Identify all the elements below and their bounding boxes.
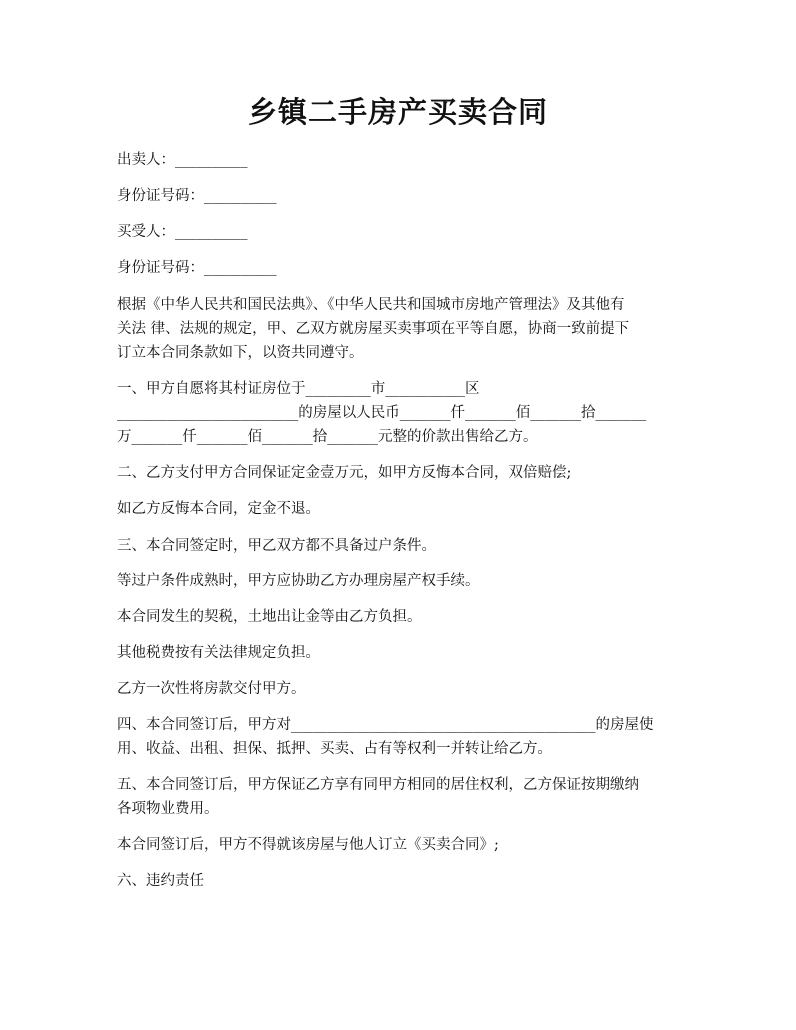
paragraph-line: 一、甲方自愿将其村证房位于_________市___________区 [117, 381, 480, 397]
paragraph-line: 订立本合同条款如下，以资共同遵守。 [117, 345, 364, 361]
clause-2-note: 如乙方反悔本合同，定金不退。 [117, 501, 320, 517]
paragraph-line: 万_______仟_______佰_______拾_______元整的价款出售给乙方。 [117, 429, 538, 445]
clause-3-note-2: 本合同发生的契税，土地出让金等由乙方负担。 [117, 609, 422, 625]
seller-field: 出卖人：__________ [117, 152, 248, 168]
paragraph-line: 各项物业费用。 [117, 801, 219, 817]
clause-3-note-1: 等过户条件成熟时，甲方应协助乙方办理房屋产权手续。 [117, 573, 480, 589]
paragraph-line: 四、本合同签订后，甲方对__________________________________________的房屋使 [117, 717, 654, 733]
clause-4-paragraph [117, 713, 682, 761]
preamble-paragraph [117, 293, 682, 365]
clause-5-paragraph [117, 773, 682, 821]
document-title: 乡镇二手房产买卖合同 [247, 95, 548, 129]
paragraph-line: 关法 律、法规的规定，甲、乙双方就房屋买卖事项在平等自愿，协商一致前提下 [117, 321, 630, 337]
clause-2-paragraph: 二、乙方支付甲方合同保证定金壹万元，如甲方反悔本合同，双倍赔偿; [117, 465, 572, 481]
seller-id-field: 身份证号码：__________ [117, 188, 277, 204]
clause-1-paragraph [117, 377, 682, 449]
clause-3-paragraph: 三、本合同签定时，甲乙双方都不具备过户条件。 [117, 538, 436, 554]
paragraph-line: 根据《中华人民共和国民法典》、《中华人民共和国城市房地产管理法》及其他有 [117, 297, 625, 313]
clause-5-note: 本合同签订后，甲方不得就该房屋与他人订立《买卖合同》; [117, 837, 499, 853]
clause-6-heading: 六、违约责任 [117, 873, 204, 889]
paragraph-line: 五、本合同签订后，甲方保证乙方享有同甲方相同的居住权利，乙方保证按期缴纳 [117, 777, 639, 793]
buyer-field: 买受人：__________ [117, 224, 248, 240]
clause-3-note-4: 乙方一次性将房款交付甲方。 [117, 681, 306, 697]
buyer-id-field: 身份证号码：__________ [117, 260, 277, 276]
paragraph-line: 用、收益、出租、担保、抵押、买卖、占有等权利一并转让给乙方。 [117, 741, 552, 757]
clause-3-note-3: 其他税费按有关法律规定负担。 [117, 645, 320, 661]
paragraph-line: _________________________的房屋以人民币_______仟_______佰_______拾_______ [117, 405, 647, 421]
